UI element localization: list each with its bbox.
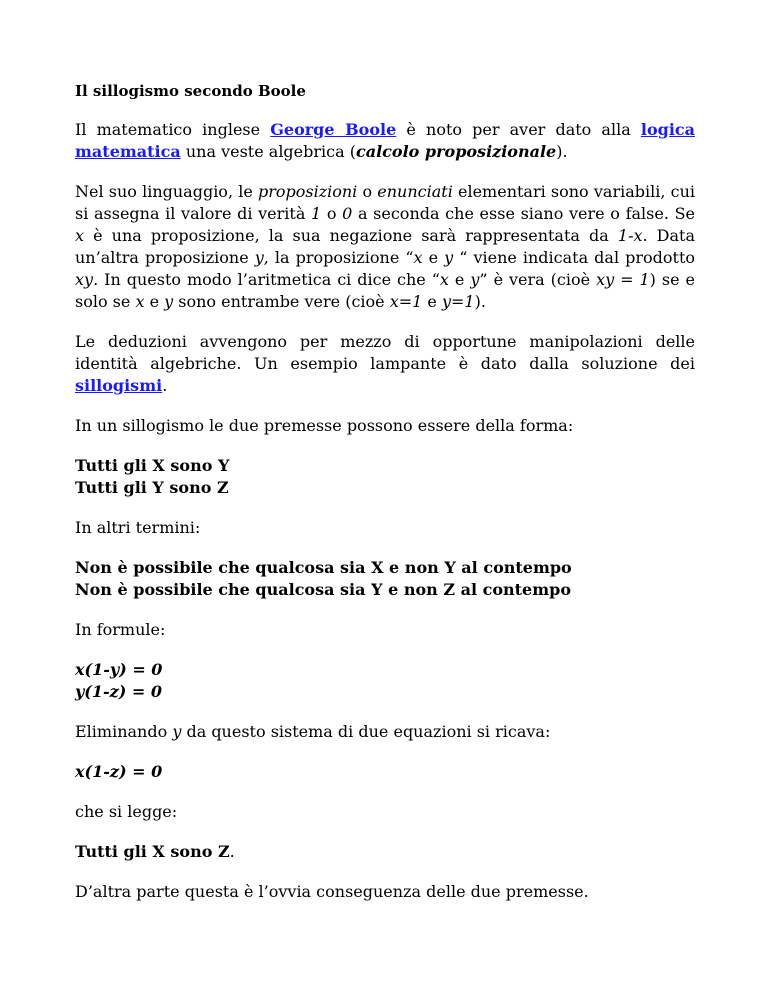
premise-line: Non è possibile che qualcosa sia Y e non Z al contempo: [75, 580, 571, 599]
var-x: x: [75, 226, 85, 245]
formulas-block: [75, 659, 695, 703]
value-one: 1: [311, 204, 322, 223]
text: e: [422, 248, 445, 267]
var-y: y: [172, 722, 182, 741]
text: ).: [556, 142, 568, 161]
link-george-boole[interactable]: George Boole: [270, 120, 397, 139]
paragraph-final: D’altra parte questa è l’ovvia conseguenza delle due premesse.: [75, 882, 589, 901]
text: . Data un’altra proposizione: [75, 226, 696, 267]
premises-block: [75, 455, 695, 499]
text: a seconda che esse siano vere o false. Se: [352, 204, 695, 223]
text: , la proposizione “: [263, 248, 414, 267]
var-y: y: [254, 248, 264, 267]
text: da questo sistema di due equazioni si ricava:: [181, 722, 551, 741]
expr-product: xy: [75, 270, 94, 289]
text: ).: [474, 292, 486, 311]
var-y: y: [470, 270, 480, 289]
text: e: [422, 292, 442, 311]
formula-line: y(1-z) = 0: [75, 682, 162, 701]
expr-xy-equals-one: xy = 1: [596, 270, 650, 289]
text: Eliminando: [75, 722, 173, 741]
premise-line: Tutti gli X sono Y: [75, 456, 230, 475]
text: è una proposizione, la sua negazione sarà rappresentata da: [84, 226, 618, 245]
text: .: [162, 376, 168, 395]
link-sillogismi[interactable]: sillogismi: [75, 376, 163, 395]
expr-y-equals-one: y=1: [441, 292, 475, 311]
formula-line: x(1-y) = 0: [75, 660, 163, 679]
calcolo-proposizionale: calcolo proposizionale: [355, 142, 557, 161]
premises-reformulated-block: [75, 557, 695, 601]
paragraph-in-formulas: In formule:: [75, 620, 166, 639]
paragraph-premises-intro: In un sillogismo le due premesse possono essere della forma:: [75, 416, 574, 435]
premise-line: Tutti gli Y sono Z: [75, 478, 229, 497]
paragraph-language: [75, 181, 695, 313]
paragraph-in-other-terms: In altri termini:: [75, 518, 201, 537]
term-proposizioni: proposizioni: [257, 182, 358, 201]
text: è noto per aver dato alla: [396, 120, 641, 139]
text: Le deduzioni avvengono per mezzo di opportune manipolazioni delle identità algebriche. Un esempio lampante è dato dalla soluzione dei: [75, 332, 695, 373]
paragraph-intro: [75, 119, 695, 163]
text: e: [144, 292, 165, 311]
text: “ viene indicata dal prodotto: [453, 248, 696, 267]
conclusion: [75, 841, 695, 863]
text: una veste algebrica (: [180, 142, 356, 161]
text: ) se e solo se: [75, 270, 696, 311]
var-x: x: [413, 248, 423, 267]
var-x: x: [439, 270, 449, 289]
text: Nel suo linguaggio, le: [75, 182, 258, 201]
text: o: [357, 182, 378, 201]
text: o: [321, 204, 343, 223]
expr-x-equals-one: x=1: [389, 292, 423, 311]
text: sono entrambe vere (cioè: [173, 292, 390, 311]
text: e: [448, 270, 471, 289]
value-zero: 0: [342, 204, 353, 223]
document-title: Il sillogismo secondo Boole: [75, 82, 306, 100]
text: ” è vera (cioè: [479, 270, 597, 289]
document-page: [75, 80, 695, 921]
var-x: x: [135, 292, 145, 311]
link-logica-matematica[interactable]: logica matematica: [75, 120, 695, 161]
paragraph-deductions: [75, 331, 695, 397]
paragraph-eliminating: [75, 721, 695, 743]
conclusion-period: .: [229, 842, 235, 861]
text: . In questo modo l’aritmetica ci dice che “: [93, 270, 440, 289]
var-y: y: [164, 292, 174, 311]
formula-result: x(1-z) = 0: [75, 762, 163, 781]
term-enunciati: enunciati: [377, 182, 453, 201]
var-y: y: [444, 248, 454, 267]
expr-negation: 1-x: [617, 226, 643, 245]
premise-line: Non è possibile che qualcosa sia X e non Y al contempo: [75, 558, 572, 577]
text: Il matematico inglese: [75, 120, 271, 139]
paragraph-che-si-legge: che si legge:: [75, 802, 178, 821]
conclusion-bold: Tutti gli X sono Z: [75, 842, 230, 861]
text: elementari sono variabili, cui si assegna il valore di verità: [75, 182, 695, 223]
